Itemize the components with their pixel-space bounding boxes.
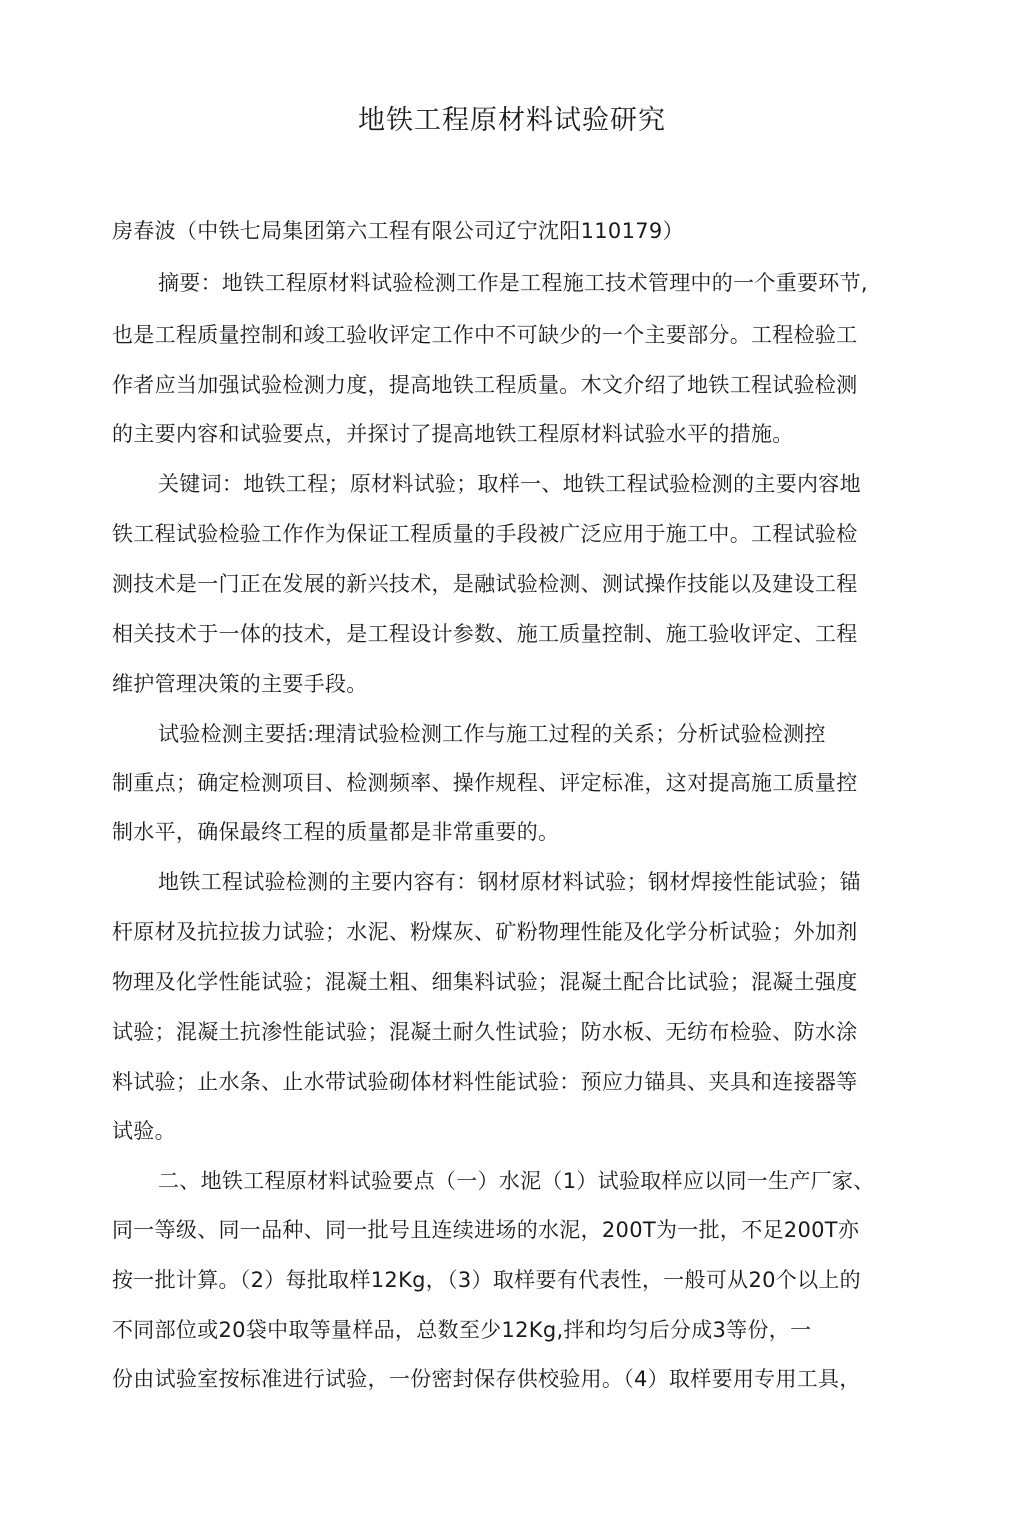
body-line: 试验；混凝土抗渗性能试验；混凝土耐久性试验；防水板、无纺布检验、防水涂 [112,1020,858,1044]
body-line: 不同部位或20袋中取等量样品，总数至少12Kg,拌和均匀后分成3等份，一 [112,1318,812,1342]
abstract-line: 的主要内容和试验要点，并探讨了提高地铁工程原材料试验水平的措施。 [112,422,794,446]
body-line: 地铁工程试验检测的主要内容有：钢材原材料试验；钢材焊接性能试验；锚 [158,870,861,894]
body-line: 测技术是一门正在发展的新兴技术，是融试验检测、测试操作技能以及建设工程 [112,572,858,596]
abstract-line: 作者应当加强试验检测力度，提高地铁工程质量。木文介绍了地铁工程试验检测 [112,373,858,397]
body-line: 杆原材及抗拉拔力试验；水泥、粉煤灰、矿粉物理性能及化学分析试验；外加剂 [112,920,858,944]
abstract-line: 摘要：地铁工程原材料试验检测工作是工程施工技术管理中的一个重要环节, [158,271,868,295]
body-line: 同一等级、同一品种、同一批号且连续进场的水泥，200T为一批，不足200T亦 [112,1218,860,1242]
body-line: 试验检测主要括:理清试验检测工作与施工过程的关系；分析试验检测控 [158,722,826,746]
abstract-line: 也是工程质量控制和竣工验收评定工作中不可缺少的一个主要部分。工程检验工 [112,323,858,347]
body-line: 相关技术于一体的技术，是工程设计参数、施工质量控制、施工验收评定、工程 [112,622,858,646]
body-line: 按一批计算。（2）每批取样12Kg，（3）取样要有代表性，一般可从20个以上的 [112,1268,861,1292]
document-title: 地铁工程原材料试验研究 [358,105,666,136]
author-line: 房春波（中铁七局集团第六工程有限公司辽宁沈阳110179） [112,219,684,243]
body-line: 物理及化学性能试验；混凝土粗、细集料试验；混凝土配合比试验；混凝土强度 [112,970,858,994]
body-line: 份由试验室按标准进行试验，一份密封保存供校验用。（4）取样要用专用工具， [112,1367,861,1391]
body-line: 制重点；确定检测项目、检测频率、操作规程、评定标准，这对提高施工质量控 [112,771,858,795]
body-line: 料试验；止水条、止水带试验砌体材料性能试验：预应力锚具、夹具和连接器等 [112,1070,858,1094]
body-line: 试验。 [112,1119,176,1143]
body-line: 维护管理决策的主要手段。 [112,672,368,696]
body-line: 制水平，确保最终工程的质量都是非常重要的。 [112,820,560,844]
body-line: 二、地铁工程原材料试验要点（一）水泥（1）试验取样应以同一生产厂家、 [158,1169,875,1193]
keywords-line: 关键词：地铁工程；原材料试验；取样一、地铁工程试验检测的主要内容地 [158,472,861,496]
body-line: 铁工程试验检验工作作为保证工程质量的手段被广泛应用于施工中。工程试验检 [112,522,858,546]
